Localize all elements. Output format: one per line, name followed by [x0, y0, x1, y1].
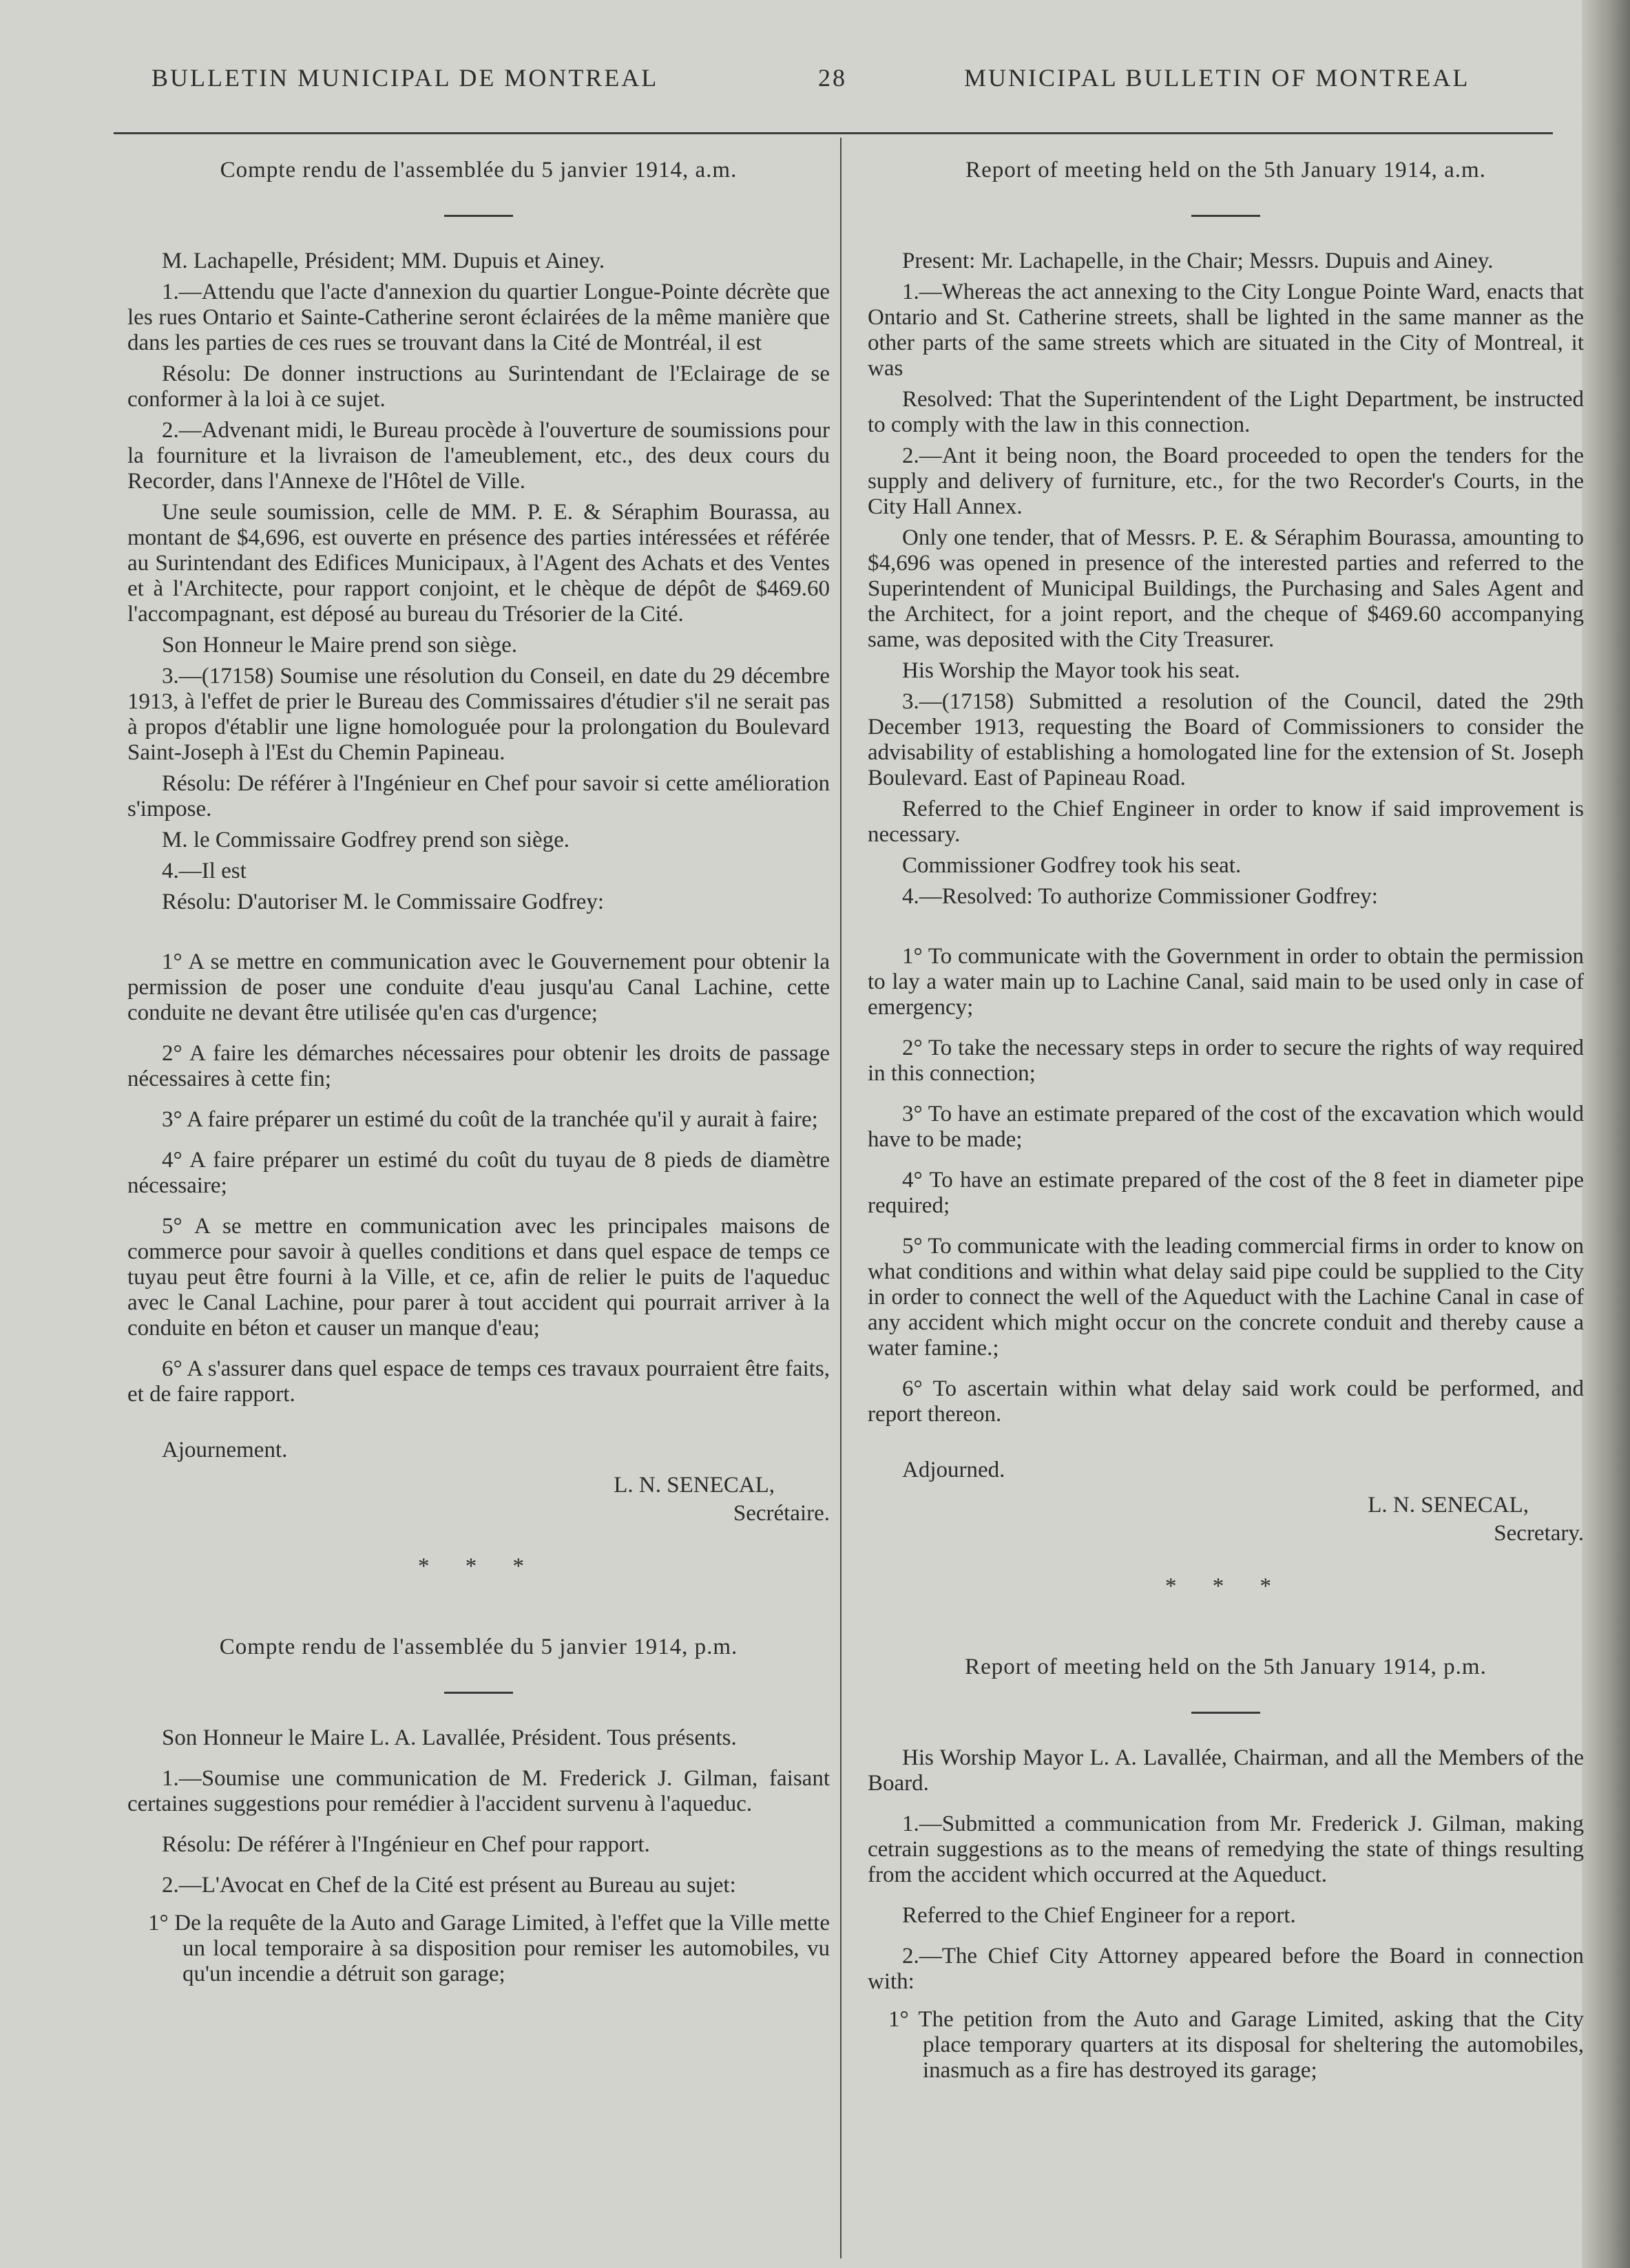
fr-item-2-tender: Une seule soumission, celle de MM. P. E. & Séraphim Bourassa, au montant de $4,696, est ouverte en présence des parties intéressées et référée au Surintendant des Edifices Municipaux, à l'Agent des Achats et des Ventes et à l'Architecte, pour rapport conjoint, et le chèque de dépôt de $469.60 l'accompagnant, est déposé au bureau du Trésorier de la Cité. — [127, 500, 830, 627]
en-item-1-resolution: Resolved: That the Superintendent of the Light Department, be instructed to comply with the law in this connection. — [868, 387, 1584, 437]
en-item-4-resolution: 4.—Resolved: To authorize Commissioner Godfrey: — [902, 884, 1378, 909]
fr-pm-title: Compte rendu de l'assemblée du 5 janvier 1914, p.m. — [219, 1635, 738, 1659]
en-item-1: 1.—Whereas the act annexing to the City Longue Pointe Ward, enacts that Ontario and St. Catherine streets, shall be lighted in the same manner as the other parts of the same streets which are situated in the City of Montreal, it was — [868, 280, 1584, 381]
fr-signature-name: L. N. SENECAL, — [614, 1473, 775, 1498]
fr-pm-item-2: 2.—L'Avocat en Chef de la Cité est présent au Bureau au sujet: — [162, 1873, 736, 1898]
en-pm-item-2: 2.—The Chief City Attorney appeared before the Board in connection with: — [868, 1944, 1584, 1994]
fr-signature-title: Secrétaire. — [733, 1501, 830, 1526]
page-number: 28 — [818, 64, 847, 92]
en-godfrey-seat: Commissioner Godfrey took his seat. — [902, 853, 1242, 878]
en-sub-item: 1° To communicate with the Government in order to obtain the permission to lay a water main up to Lachine Canal, said main to be used only in case of emergency; — [868, 944, 1584, 1020]
en-present: Present: Mr. Lachapelle, in the Chair; Messrs. Dupuis and Ainey. — [902, 249, 1494, 273]
en-item-3: 3.—(17158) Submitted a resolution of the Council, dated the 29th December 1913, requesting the Board of Commissioners to consider the advisability of establishing a homologated line for the extension of St. Joseph Boulevard. East of Papineau Road. — [868, 689, 1584, 790]
fr-am-title: Compte rendu de l'assemblée du 5 janvier 1914, a.m. — [220, 158, 738, 182]
french-column — [127, 141, 830, 1987]
en-section-break: * * * — [1165, 1574, 1286, 1599]
fr-pm-present: Son Honneur le Maire L. A. Lavallée, Président. Tous présents. — [162, 1725, 737, 1750]
page-edge-shadow — [1582, 0, 1630, 2268]
en-item-2: 2.—Ant it being noon, the Board proceeded to open the tenders for the supply and delivery of furniture, etc., for the two Recorder's Courts, in the City Hall Annex. — [868, 443, 1584, 519]
fr-item-3-resolution: Résolu: De référer à l'Ingénieur en Chef pour savoir si cette amélioration s'impose. — [127, 771, 830, 821]
fr-title-dash — [444, 215, 513, 217]
column-divider — [840, 138, 842, 2258]
fr-sub-item: 6° A s'assurer dans quel espace de temps ces travaux pourraient être faits, et de faire rapport. — [127, 1356, 830, 1407]
fr-pm-item-2-sub: 1° De la requête de la Auto and Garage Limited, à l'effet que la Ville mette un local temporaire à sa disposition pour remiser les automobiles, vu qu'un incendie a détruit son garage; — [148, 1911, 830, 1986]
en-pm-item-2-sub: 1° The petition from the Auto and Garage Limited, asking that the City place temporary quarters at its disposal for sheltering the automobiles, inasmuch as a fire has destroyed its garage; — [888, 2007, 1584, 2083]
en-adjournment: Adjourned. — [902, 1458, 1005, 1482]
en-mayor-seat: His Worship the Mayor took his seat. — [902, 658, 1240, 683]
fr-gap — [127, 915, 830, 934]
en-pm-item-1: 1.—Submitted a communication from Mr. Frederick J. Gilman, making cetrain suggestions as to the means of remedying the state of things resulting from the accident which occurred at the Aqueduct. — [868, 1812, 1584, 1887]
en-title-dash — [1191, 215, 1260, 217]
fr-mayor-seat: Son Honneur le Maire prend son siège. — [162, 633, 517, 658]
fr-item-4: 4.—Il est — [162, 859, 247, 883]
en-item-2-tender: Only one tender, that of Messrs. P. E. & Séraphim Bourassa, amounting to $4,696 was opened in presence of the interested parties and referred to the Superintendent of Municipal Buildings, the Purchasing and Sales Agent and the Architect, for a joint report, and the cheque of $469.60 accompanying same, was deposited with the City Treasurer. — [868, 525, 1584, 652]
fr-section-break: * * * — [418, 1554, 539, 1579]
header-right: MUNICIPAL BULLETIN OF MONTREAL — [964, 64, 1470, 92]
header-left: BULLETIN MUNICIPAL DE MONTREAL — [151, 64, 659, 92]
en-pm-present: His Worship Mayor L. A. Lavallée, Chairman, and all the Members of the Board. — [868, 1745, 1584, 1796]
en-sub-item: 6° To ascertain within what delay said work could be performed, and report thereon. — [868, 1376, 1584, 1427]
en-gap — [868, 910, 1584, 929]
fr-present: M. Lachapelle, Président; MM. Dupuis et Ainey. — [162, 249, 605, 273]
fr-pm-title-dash — [444, 1692, 513, 1694]
en-signature-name: L. N. SENECAL, — [1368, 1493, 1529, 1518]
en-sub-item: 2° To take the necessary steps in order to secure the rights of way required in this connection; — [868, 1036, 1584, 1086]
header-rule — [114, 132, 1553, 134]
fr-sub-item: 2° A faire les démarches nécessaires pour obtenir les droits de passage nécessaires à cette fin; — [127, 1041, 830, 1091]
fr-pm-item-1-resolution: Résolu: De référer à l'Ingénieur en Chef pour rapport. — [162, 1832, 650, 1857]
fr-sub-item: 5° A se mettre en communication avec les principales maisons de commerce pour savoir à quelles conditions et dans quel espace de temps ce tuyau peut être fourni à la Ville, et ce, afin de relier le puits de l'aqueduc avec le Canal Lachine, pour parer à tout accident qui pourrait arriver à la conduite en béton et causer un manque d'eau; — [127, 1214, 830, 1341]
fr-item-2: 2.—Advenant midi, le Bureau procède à l'ouverture de soumissions pour la fourniture et la livraison de l'ameublement, etc., des deux cours du Recorder, dans l'Annexe de l'Hôtel de Ville. — [127, 418, 830, 494]
fr-item-1: 1.—Attendu que l'acte d'annexion du quartier Longue-Pointe décrète que les rues Ontario et Sainte-Catherine seront éclairées de la même manière que dans les parties de ces rues se trouvant dans la Cité de Montréal, il est — [127, 280, 830, 355]
en-sub-item: 3° To have an estimate prepared of the cost of the excavation which would have to be made; — [868, 1102, 1584, 1152]
en-sub-item: 5° To communicate with the leading commercial firms in order to know on what conditions and within what delay said pipe could be supplied to the City in order to connect the well of the Aqueduct with the Lachine Canal in case of any accident which might occur on the concrete conduit and thereby cause a water famine.; — [868, 1234, 1584, 1361]
fr-sub-item: 1° A se mettre en communication avec le Gouvernement pour obtenir la permission de poser une conduite d'eau jusqu'au Canal Lachine, cette conduite ne devant être utilisée qu'en cas d'urgence; — [127, 949, 830, 1025]
en-pm-title: Report of meeting held on the 5th January 1914, p.m. — [965, 1655, 1487, 1679]
en-sub-item: 4° To have an estimate prepared of the cost of the 8 feet in diameter pipe required; — [868, 1168, 1584, 1218]
fr-item-4-resolution: Résolu: D'autoriser M. le Commissaire Godfrey: — [162, 890, 605, 914]
en-item-3-resolution: Referred to the Chief Engineer in order to know if said improvement is necessary. — [868, 797, 1584, 847]
fr-godfrey-seat: M. le Commissaire Godfrey prend son siège. — [162, 828, 570, 852]
fr-sub-item: 4° A faire préparer un estimé du coût du tuyau de 8 pieds de diamètre nécessaire; — [127, 1148, 830, 1198]
en-pm-title-dash — [1191, 1712, 1260, 1714]
fr-item-1-resolution: Résolu: De donner instructions au Surintendant de l'Eclairage de se conformer à la loi à ce sujet. — [127, 361, 830, 412]
en-pm-item-1-resolution: Referred to the Chief Engineer for a report. — [902, 1903, 1296, 1928]
fr-pm-item-1: 1.—Soumise une communication de M. Frederick J. Gilman, faisant certaines suggestions pour remédier à l'accident survenu à l'aqueduc. — [127, 1766, 830, 1816]
fr-item-3: 3.—(17158) Soumise une résolution du Conseil, en date du 29 décembre 1913, à l'effet de prier le Bureau des Commissaires d'étudier s'il ne serait pas à propos d'établir une ligne homologuée pour la prolongation du Boulevard Saint-Joseph à l'Est du Chemin Papineau. — [127, 664, 830, 765]
en-signature-title: Secretary. — [1494, 1521, 1584, 1546]
fr-adjournment: Ajournement. — [162, 1438, 288, 1462]
en-am-title: Report of meeting held on the 5th January 1914, a.m. — [965, 158, 1486, 182]
fr-sub-item: 3° A faire préparer un estimé du coût de la tranchée qu'il y aurait à faire; — [162, 1107, 818, 1132]
english-column — [868, 141, 1584, 2083]
